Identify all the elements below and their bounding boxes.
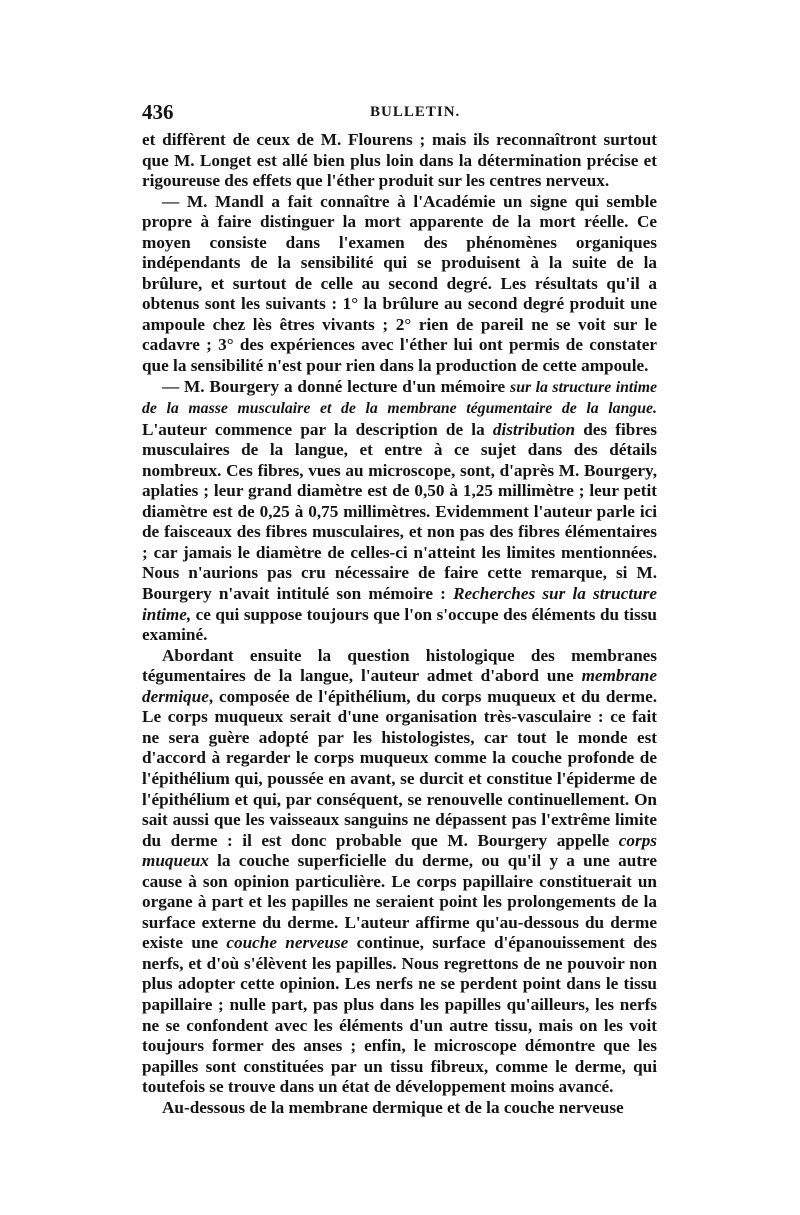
- membrane-dermique-italic: membrane dermique: [142, 666, 657, 706]
- paragraph-1: et diffèrent de ceux de M. Flourens ; mais ils reconnaîtront surtout que M. Longet est allé bien plus loin dans la détermination précise et rigoureuse des effets que l'éther produit sur les centres nerveux.: [142, 130, 657, 191]
- paragraph-5: Au-dessous de la membrane dermique et de la couche nerveuse: [162, 1097, 624, 1117]
- paragraph-3: [142, 377, 657, 646]
- distribution-italic: distribution: [492, 419, 576, 439]
- couche-nerveuse-italic: couche nerveuse: [226, 933, 349, 953]
- page-header: [142, 100, 657, 126]
- paragraph-3-text-g: ce qui suppose toujours que l'on s'occupe des éléments du tissu examiné.: [142, 604, 657, 645]
- recherches-italic: Recherches sur la structure intime,: [142, 584, 658, 624]
- body-text: [142, 130, 657, 1118]
- running-head: BULLETIN.: [370, 104, 461, 120]
- paragraph-3-text-c: L'auteur commence par la description de la: [142, 419, 493, 439]
- paragraph-3-text-e: des fibres musculaires de la langue, et entre à ce sujet dans des détails nombreux. Ces fibres, vues au microscope, sont, d'après M. Bourgery, aplaties ; leur grand diamètre est de 0,50 à 1,25 millimètre ; leur petit diamètre est de 0,25 à 0,75 millimètres. Evidemment l'auteur parle ici de faisceaux des fibres musculaires, et non pas des fibres élémentaires ; car jamais le diamètre de celles-ci n'atteint les limites mentionnées. Nous n'aurions pas cru nécessaire de faire cette remarque, si M. Bourgery n'avait intitulé son mémoire :: [142, 419, 657, 604]
- paragraph-3-text-a: — M. Bourgery a donné lecture d'un mémoire: [162, 376, 511, 396]
- corps-muqueux-italic: corps muqueux: [142, 830, 657, 871]
- page-number: 436: [142, 100, 174, 124]
- paragraph-4-text-c: , composée de l'épithélium, du corps muqueux et du derme. Le corps muqueux serait d'une organisation très-vasculaire : ce fait ne sera guère adopté par les histologistes, car tout le monde est d'accord à regarder le corps muqueux comme la couche profonde de l'épithélium qui, poussée en avant, se durcit et constitue l'épiderme de l'épithélium et qui, par conséquent, se renouvelle continuellement. On sait aussi que les vaisseaux sanguins ne dépassent pas l'extrême limite du derme : il est donc probable que M. Bourgery appelle: [142, 686, 657, 850]
- paragraph-4-text-e: la couche superficielle du derme, ou qu'il y a une autre cause à son opinion particulière. Le corps papillaire constituerait un organe à part et les papilles ne seraient point les prolongements de la surface externe du derme. L'auteur affirme qu'au-dessous du derme existe une: [142, 851, 657, 953]
- paragraph-4-text-a: Abordant ensuite la question histologique des membranes tégumentaires de la langue, l'auteur admet d'abord une: [142, 645, 657, 686]
- paragraph-4-text-g: continue, surface d'épanouissement des nerfs, et d'où s'élèvent les papilles. Nous regrettons de ne pouvoir non plus adopter cette opinion. Les nerfs ne se perdent point dans le tissu papillaire ; nulle part, pas plus dans les papilles qu'ailleurs, les nerfs ne se confondent avec les éléments d'un autre tissu, mais on les voit toujours former des anses ; enfin, le microscope démontre que les papilles sont constituées par un tissu fibreux, comme le derme, qui toutefois se trouve dans un état de développement moins avancé.: [142, 933, 657, 1097]
- paragraph-4: [142, 646, 657, 1098]
- memoir-title-italic: sur la structure intime de la masse musculaire et de la membrane tégumentaire de la langue.: [142, 378, 658, 418]
- paragraph-2: — M. Mandl a fait connaître à l'Académie un signe qui semble propre à faire distinguer la mort apparente de la mort réelle. Ce moyen consiste dans l'examen des phénomènes organiques indépendants de la sensibilité qui se produisent à la suite de la brûlure, et surtout de celle au second degré. Les résultats qu'il a obtenus sont les suivants : 1° la brûlure au second degré produit une ampoule chez lès êtres vivants ; 2° rien de pareil ne se voit sur le cadavre ; 3° des expériences avec l'éther lui ont permis de constater que la sensibilité n'est pour rien dans la production de cette ampoule.: [142, 191, 657, 376]
